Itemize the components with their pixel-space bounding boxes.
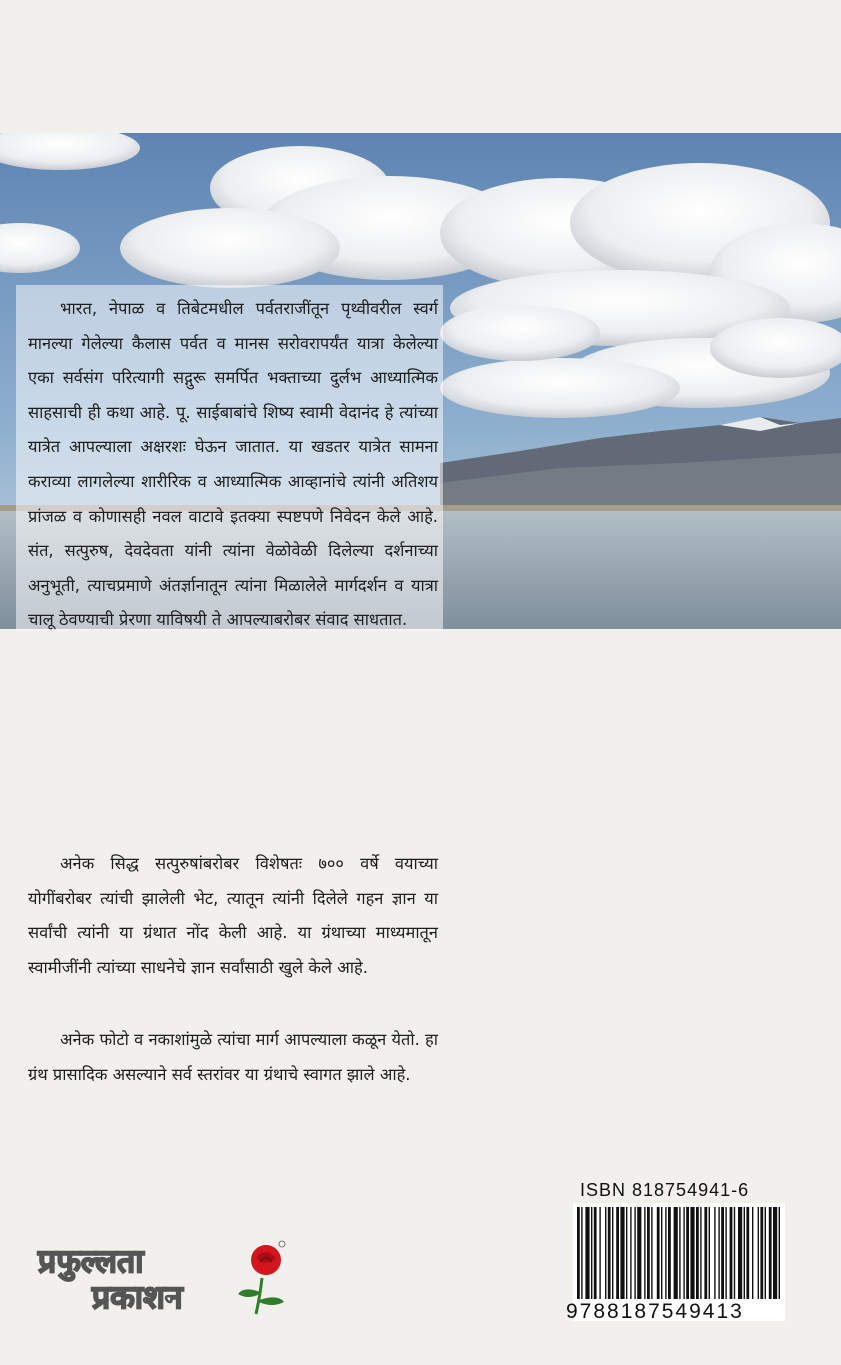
publisher-logo: [34, 1234, 304, 1318]
rose-icon: [238, 1241, 285, 1314]
publisher-line-1: प्रफुल्लता: [38, 1242, 144, 1280]
description-paragraph-3: अनेक फोटो व नकाशांमुळे त्यांचा मार्ग आपल्याला कळून येतो. हा ग्रंथ प्रासादिक असल्याने सर्व स्तरांवर या ग्रंथाचे स्वागत झाले आहे.: [28, 1030, 438, 1084]
description-paragraph-1: भारत, नेपाळ व तिबेटमधील पर्वतराजींतून पृथ्वीवरील स्वर्ग मानल्या गेलेल्या कैलास पर्वत व मानस सरोवरापर्यंत यात्रा केलेल्या एका सर्वसंग परित्यागी सद्गुरू समर्पित भक्ताच्या दुर्लभ आध्यात्मिक साहसाची ही कथा आहे. पू. साईबाबांचे शिष्य स्वामी वेदानंद हे त्यांच्या यात्रेत आपल्याला अक्षरशः घेऊन जातात. या खडतर यात्रेत सामना कराव्या लागलेल्या शारीरिक व आध्यात्मिक आव्हानांचे त्यांनी अतिशय प्रांजळ व कोणासही नवल वाटावे इतक्या स्पष्टपणे निवेदन केले आहे. संत, सत्पुरुष, देवदेवता यांनी त्यांना वेळोवेळी दिलेल्या दर्शनाच्या अनुभूती, त्याचप्रमाणे अंतर्ज्ञानातून त्यांना मिळालेले मार्गदर्शन व यात्रा चालू ठेवण्याची प्रेरणा याविषयी ते आपल्याबरोबर संवाद साधतात.: [28, 299, 438, 630]
barcode-number: 9788187549413: [566, 1300, 744, 1323]
isbn-label: ISBN 818754941-6: [580, 1180, 750, 1200]
description-paragraph-2: अनेक सिद्ध सत्पुरुषांबरोबर विशेषतः ७०० वर्षे वयाच्या योगींबरोबर त्यांची झालेली भेट, त्यातून त्यांनी दिलेले गहन ज्ञान या सर्वांची त्यांनी या ग्रंथात नोंद केली आहे. या ग्रंथाच्या माध्यमातून स्वामीजींनी त्यांच्या साधनेचे ज्ञान सर्वांसाठी खुले केले आहे.: [28, 854, 438, 977]
publisher-line-2: प्रकाशन: [92, 1278, 183, 1316]
